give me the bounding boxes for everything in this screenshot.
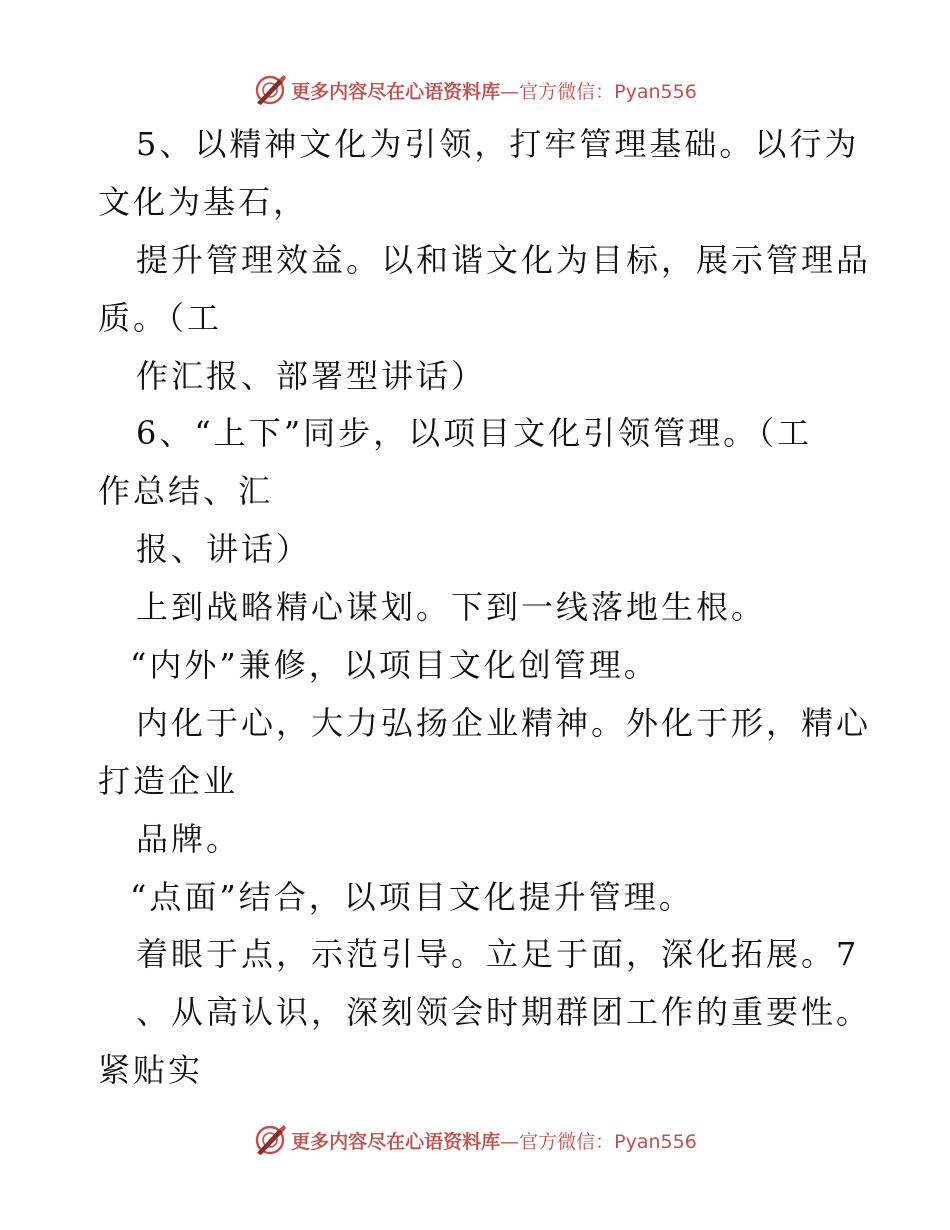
text-line: 作总结、汇 xyxy=(98,472,274,511)
text-line: 着眼于点，示范引导。立足于面，深化拓展。7 xyxy=(136,935,860,974)
footer-watermark xyxy=(0,1120,950,1160)
footer-watermark-text: 更多内容尽在心语资料库—官方微信：Pyan556 xyxy=(291,1130,697,1153)
text-line: 作汇报、部署型讲话） xyxy=(136,356,487,395)
text-line: 上到战略精心谋划。下到一线落地生根。 xyxy=(136,588,767,627)
document-body xyxy=(98,116,872,1100)
text-line: “点面”结合，以项目文化提升管理。 xyxy=(130,877,694,916)
text-line: 品牌。 xyxy=(136,819,242,858)
pen-logo-icon xyxy=(253,73,287,107)
text-line: 质。（工 xyxy=(98,298,223,337)
text-line: 6、“上下”同步，以项目文化引领管理。（工 xyxy=(136,414,813,453)
text-line: 、从高认识，深刻领会时期群团工作的重要性。 xyxy=(136,993,872,1032)
text-line: 提升管理效益。以和谐文化为目标，展示管理品 xyxy=(136,240,872,279)
header-watermark xyxy=(0,70,950,110)
pen-logo-icon xyxy=(253,1123,287,1157)
header-watermark-text: 更多内容尽在心语资料库—官方微信：Pyan556 xyxy=(291,80,697,103)
text-line: 报、讲话） xyxy=(136,530,312,569)
text-line: 内化于心，大力弘扬企业精神。外化于形，精心 xyxy=(136,703,872,742)
text-line: 紧贴实 xyxy=(98,1051,204,1090)
text-line: 文化为基石， xyxy=(98,182,309,221)
text-line: “内外”兼修，以项目文化创管理。 xyxy=(130,646,659,685)
text-line: 打造企业 xyxy=(98,761,239,800)
text-line: 5、以精神文化为引领，打牢管理基础。以行为 xyxy=(136,125,860,163)
